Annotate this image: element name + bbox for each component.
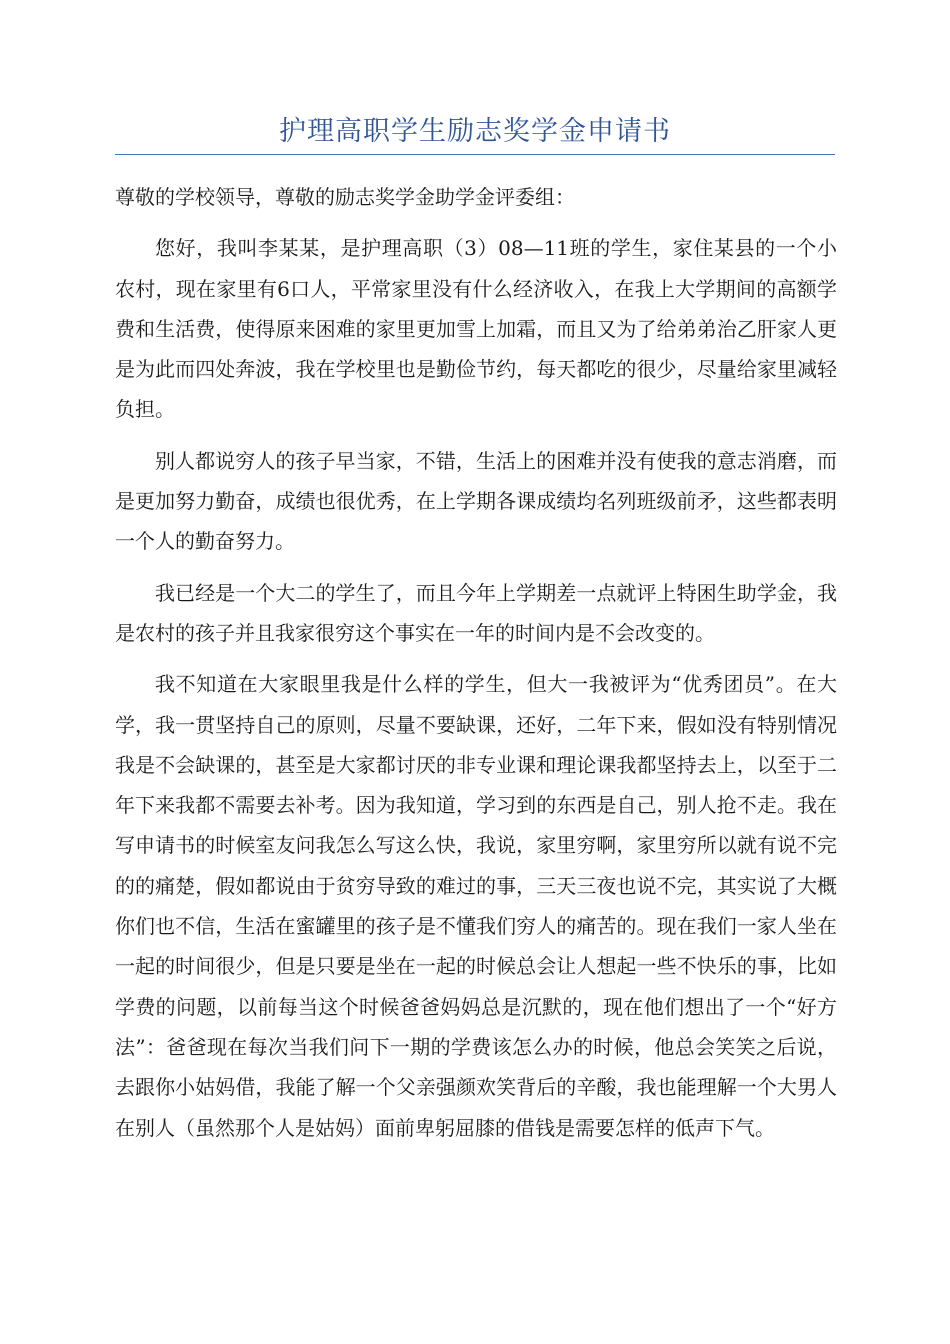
paragraph-1: 您好，我叫李某某，是护理高职（3）08—11班的学生，家住某县的一个小农村，现在家里有6口人，平常家里没有什么经济收入，在我上大学期间的高额学费和生活费，使得原来困难的家里更加雪上加霜，而且又为了给弟弟治乙肝家人更是为此而四处奔波，我在学校里也是勤俭节约，每天都吃的很少，尽量给家里减轻负担。 <box>115 236 837 422</box>
document-body <box>115 177 837 1159</box>
salutation: 尊敬的学校领导，尊敬的励志奖学金助学金评委组： <box>115 185 575 209</box>
document-title: 护理高职学生励志奖学金申请书 <box>279 116 671 147</box>
paragraph-2: 别人都说穷人的孩子早当家，不错，生活上的困难并没有使我的意志消磨，而是更加努力勤奋，成绩也很优秀，在上学期各课成绩均名列班级前矛，这些都表明一个人的勤奋努力。 <box>115 448 837 554</box>
title-underline <box>115 154 835 155</box>
paragraph-3: 我已经是一个大二的学生了，而且今年上学期差一点就评上特困生助学金，我是农村的孩子并且我家很穷这个事实在一年的时间内是不会改变的。 <box>115 580 837 645</box>
paragraph-4: 我不知道在大家眼里我是什么样的学生，但大一我被评为“优秀团员”。在大学，我一贯坚持自己的原则，尽量不要缺课，还好，二年下来，假如没有特别情况我是不会缺课的，甚至是大家都讨厌的非专业课和理论课我都坚持去上，以至于二年下来我都不需要去补考。因为我知道，学习到的东西是自己，别人抢不走。我在写申请书的时候室友问我怎么写这么快，我说，家里穷啊，家里穷所以就有说不完的的痛楚，假如都说由于贫穷导致的难过的事，三天三夜也说不完，其实说了大概你们也不信，生活在蜜罐里的孩子是不懂我们穷人的痛苦的。现在我们一家人坐在一起的时间很少，但是只要是坐在一起的时候总会让人想起一些不快乐的事，比如学费的问题，以前每当这个时候爸爸妈妈总是沉默的，现在他们想出了一个“好方法”：爸爸现在每次当我们问下一期的学费该怎么办的时候，他总会笑笑之后说，去跟你小姑妈借，我能了解一个父亲强颜欢笑背后的辛酸，我也能理解一个大男人在别人（虽然那个人是姑妈）面前卑躬屈膝的借钱是需要怎样的低声下气。 <box>115 672 837 1140</box>
